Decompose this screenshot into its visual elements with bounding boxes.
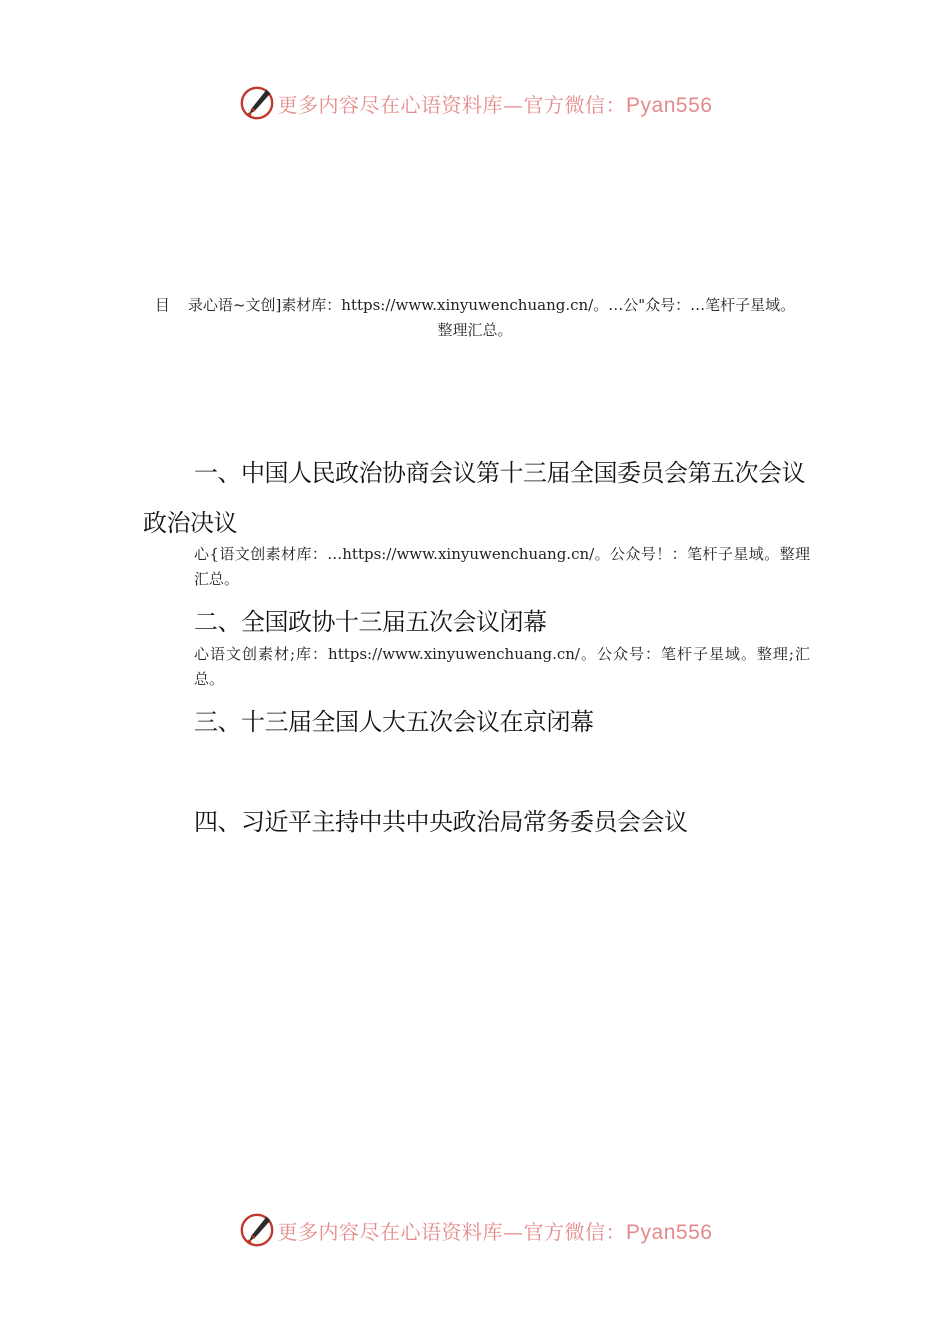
wechat-id: Pyan556 [626,1220,713,1244]
quill-pen-logo-icon [238,84,276,122]
footer-watermark [0,1210,950,1250]
quill-pen-logo-icon [238,1211,276,1249]
section-note-1: 心{语文创素材库：…https://www.xinyuwenchuang.cn/。公众号！：笔杆子星域。整理汇总。 [194,545,810,588]
toc-line1: 录心语~文创]素材库：https://www.xinyuwenchuang.cn/。…公"众号：…笔杆子星域。 [187,296,796,314]
toc-line2: 整理汇总。 [437,321,513,339]
header-watermark [0,83,950,123]
section-note-2: 心语文创素材;库：https://www.xinyuwenchuang.cn/。公众号：笔杆子星域。整理;汇总。 [194,645,810,688]
watermark-text: 更多内容尽在心语资料库—官方微信：Pyan556 [277,1219,713,1244]
section-heading-1-cont: 政治决议 [143,509,237,537]
section-heading-2: 二、全国政协十三届五次会议闭幕 [194,608,547,636]
wechat-id: Pyan556 [626,93,713,117]
toc-header [140,293,810,343]
watermark-text: 更多内容尽在心语资料库—官方微信：Pyan556 [277,92,713,117]
section-heading-3: 三、十三届全国人大五次会议在京闭幕 [194,708,594,736]
section-heading-4: 四、习近平主持中共中央政治局常务委员会会议 [194,808,688,836]
toc-mu: 目 [154,296,170,314]
section-heading-1: 一、中国人民政治协商会议第十三届全国委员会第五次会议 [194,459,805,487]
